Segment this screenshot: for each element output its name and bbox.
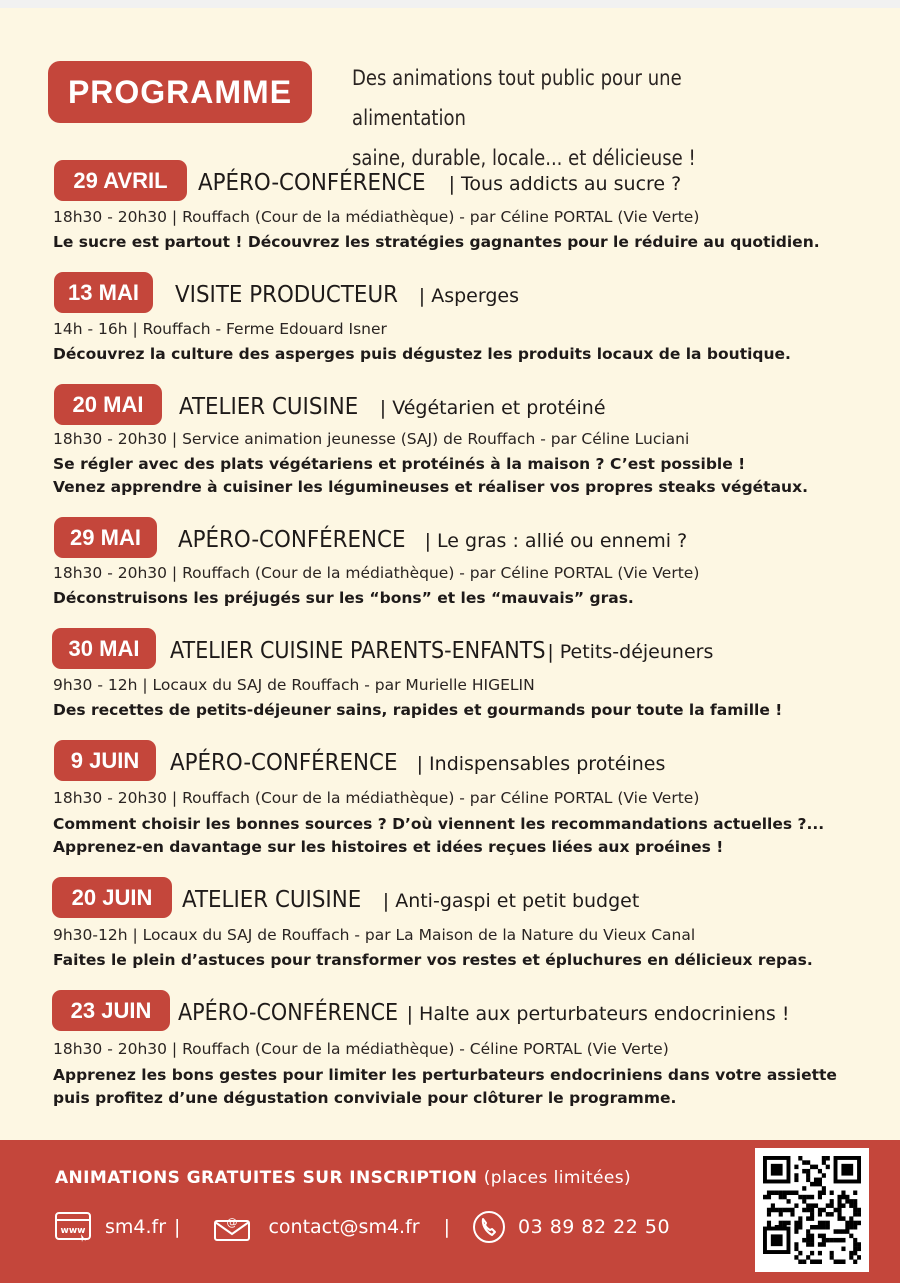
- event-desc-line: Venez apprendre à cuisiner les légumineuses et réaliser vos propres steaks végétaux.: [53, 478, 808, 496]
- footer-limited-label: (places limitées): [483, 1168, 631, 1188]
- event-desc-line: Apprenez les bons gestes pour limiter les perturbateurs endocriniens dans votre assiette: [53, 1066, 837, 1084]
- event-meta: 18h30 - 20h30 | Rouffach (Cour de la médiathèque) - par Céline PORTAL (Vie Verte): [53, 208, 700, 226]
- footer: [0, 1140, 900, 1283]
- svg-text:www: www: [60, 1226, 86, 1236]
- qr-code-icon: [763, 1156, 861, 1264]
- event-title: [178, 1000, 789, 1026]
- event-title: [179, 394, 606, 420]
- event-subtitle: | Asperges: [418, 285, 519, 307]
- programme-badge: PROGRAMME: [48, 61, 312, 123]
- event-date-badge: 30 MAI: [52, 628, 156, 669]
- event-desc-line: Des recettes de petits-déjeuner sains, rapides et gourmands pour toute la famille !: [53, 701, 783, 719]
- event-date-badge: 20 MAI: [54, 384, 162, 425]
- tagline-line-2: saine, durable, locale... et délicieuse !: [352, 146, 696, 170]
- event-type: VISITE PRODUCTEUR: [175, 282, 398, 308]
- event-type: APÉRO-CONFÉRENCE: [198, 170, 426, 196]
- event-meta: 14h - 16h | Rouffach - Ferme Edouard Isner: [53, 320, 387, 338]
- footer-free-label: ANIMATIONS GRATUITES SUR INSCRIPTION: [55, 1168, 478, 1188]
- qr-code[interactable]: [755, 1148, 869, 1272]
- tagline: [352, 58, 799, 178]
- event-desc-line: Le sucre est partout ! Découvrez les stratégies gagnantes pour le réduire au quotidien.: [53, 233, 820, 251]
- email-link[interactable]: contact@sm4.fr: [268, 1216, 420, 1238]
- event-desc-line: Déconstruisons les préjugés sur les “bons” et les “mauvais” gras.: [53, 589, 634, 607]
- event-description: [53, 587, 634, 610]
- event-subtitle: | Le gras : allié ou ennemi ?: [424, 530, 688, 552]
- event-subtitle: | Halte aux perturbateurs endocriniens !: [406, 1003, 790, 1025]
- event-meta: 18h30 - 20h30 | Rouffach (Cour de la médiathèque) - par Céline PORTAL (Vie Verte): [53, 789, 700, 807]
- website-link[interactable]: sm4.fr: [105, 1216, 167, 1238]
- footer-registration-note: [55, 1168, 631, 1188]
- event-desc-line: Apprenez-en davantage sur les histoires et idées reçues liées aux proéines !: [53, 838, 724, 856]
- event-description: [53, 813, 824, 859]
- event-date-badge: 29 AVRIL: [54, 160, 187, 201]
- event-desc-line: puis profitez d’une dégustation conviviale pour clôturer le programme.: [53, 1089, 677, 1107]
- event-title: [170, 750, 665, 776]
- event-meta: 9h30-12h | Locaux du SAJ de Rouffach - par La Maison de la Nature du Vieux Canal: [53, 926, 696, 944]
- event-date-badge: 20 JUIN: [52, 877, 172, 918]
- svg-text:@: @: [226, 1216, 238, 1229]
- event-subtitle: | Anti-gaspi et petit budget: [382, 890, 640, 912]
- event-meta: 18h30 - 20h30 | Rouffach (Cour de la médiathèque) - Céline PORTAL (Vie Verte): [53, 1040, 669, 1058]
- website-icon: [55, 1212, 91, 1242]
- event-meta: 18h30 - 20h30 | Rouffach (Cour de la médiathèque) - par Céline PORTAL (Vie Verte): [53, 564, 700, 582]
- event-title: [178, 527, 687, 553]
- event-type: APÉRO-CONFÉRENCE: [170, 750, 398, 776]
- event-subtitle: | Petits-déjeuners: [547, 641, 714, 663]
- event-subtitle: | Indispensables protéines: [416, 753, 666, 775]
- event-type: APÉRO-CONFÉRENCE: [178, 527, 406, 553]
- event-type: ATELIER CUISINE PARENTS-ENFANTS: [170, 638, 546, 664]
- event-desc-line: Faites le plein d’astuces pour transformer vos restes et épluchures en délicieux repas.: [53, 951, 813, 969]
- event-type: ATELIER CUISINE: [182, 887, 362, 913]
- event-description: [53, 949, 813, 972]
- contact-separator: |: [174, 1216, 181, 1238]
- event-meta: 9h30 - 12h | Locaux du SAJ de Rouffach - par Murielle HIGELIN: [53, 676, 535, 694]
- event-title: [170, 638, 713, 664]
- event-meta: 18h30 - 20h30 | Service animation jeunesse (SAJ) de Rouffach - par Céline Luciani: [53, 430, 690, 448]
- event-description: [53, 453, 808, 499]
- event-subtitle: | Tous addicts au sucre ?: [448, 173, 682, 195]
- event-desc-line: Découvrez la culture des asperges puis dégustez les produits locaux de la boutique.: [53, 345, 791, 363]
- event-title: [182, 887, 639, 913]
- event-date-badge: 23 JUIN: [52, 990, 170, 1031]
- event-date-badge: 29 MAI: [54, 517, 157, 558]
- phone-icon: [472, 1210, 506, 1244]
- event-date-badge: 9 JUIN: [54, 740, 156, 781]
- event-desc-line: Se régler avec des plats végétariens et protéinés à la maison ? C’est possible !: [53, 455, 746, 473]
- event-description: [53, 1064, 837, 1110]
- top-strip: [0, 0, 900, 8]
- event-description: [53, 699, 782, 722]
- event-title: [198, 170, 681, 196]
- phone-number[interactable]: 03 89 82 22 50: [518, 1216, 671, 1238]
- event-type: ATELIER CUISINE: [179, 394, 359, 420]
- event-date-badge: 13 MAI: [54, 272, 153, 313]
- contact-separator: |: [443, 1216, 450, 1238]
- event-type: APÉRO-CONFÉRENCE: [178, 1000, 399, 1026]
- event-description: [53, 343, 791, 366]
- event-desc-line: Comment choisir les bonnes sources ? D’où viennent les recommandations actuelles ?...: [53, 815, 825, 833]
- event-title: [175, 282, 519, 308]
- event-subtitle: | Végétarien et protéiné: [379, 397, 606, 419]
- email-icon: [214, 1213, 250, 1241]
- tagline-line-1: Des animations tout public pour une alimentation: [352, 66, 682, 130]
- event-description: [53, 231, 820, 254]
- contact-row: [55, 1210, 670, 1244]
